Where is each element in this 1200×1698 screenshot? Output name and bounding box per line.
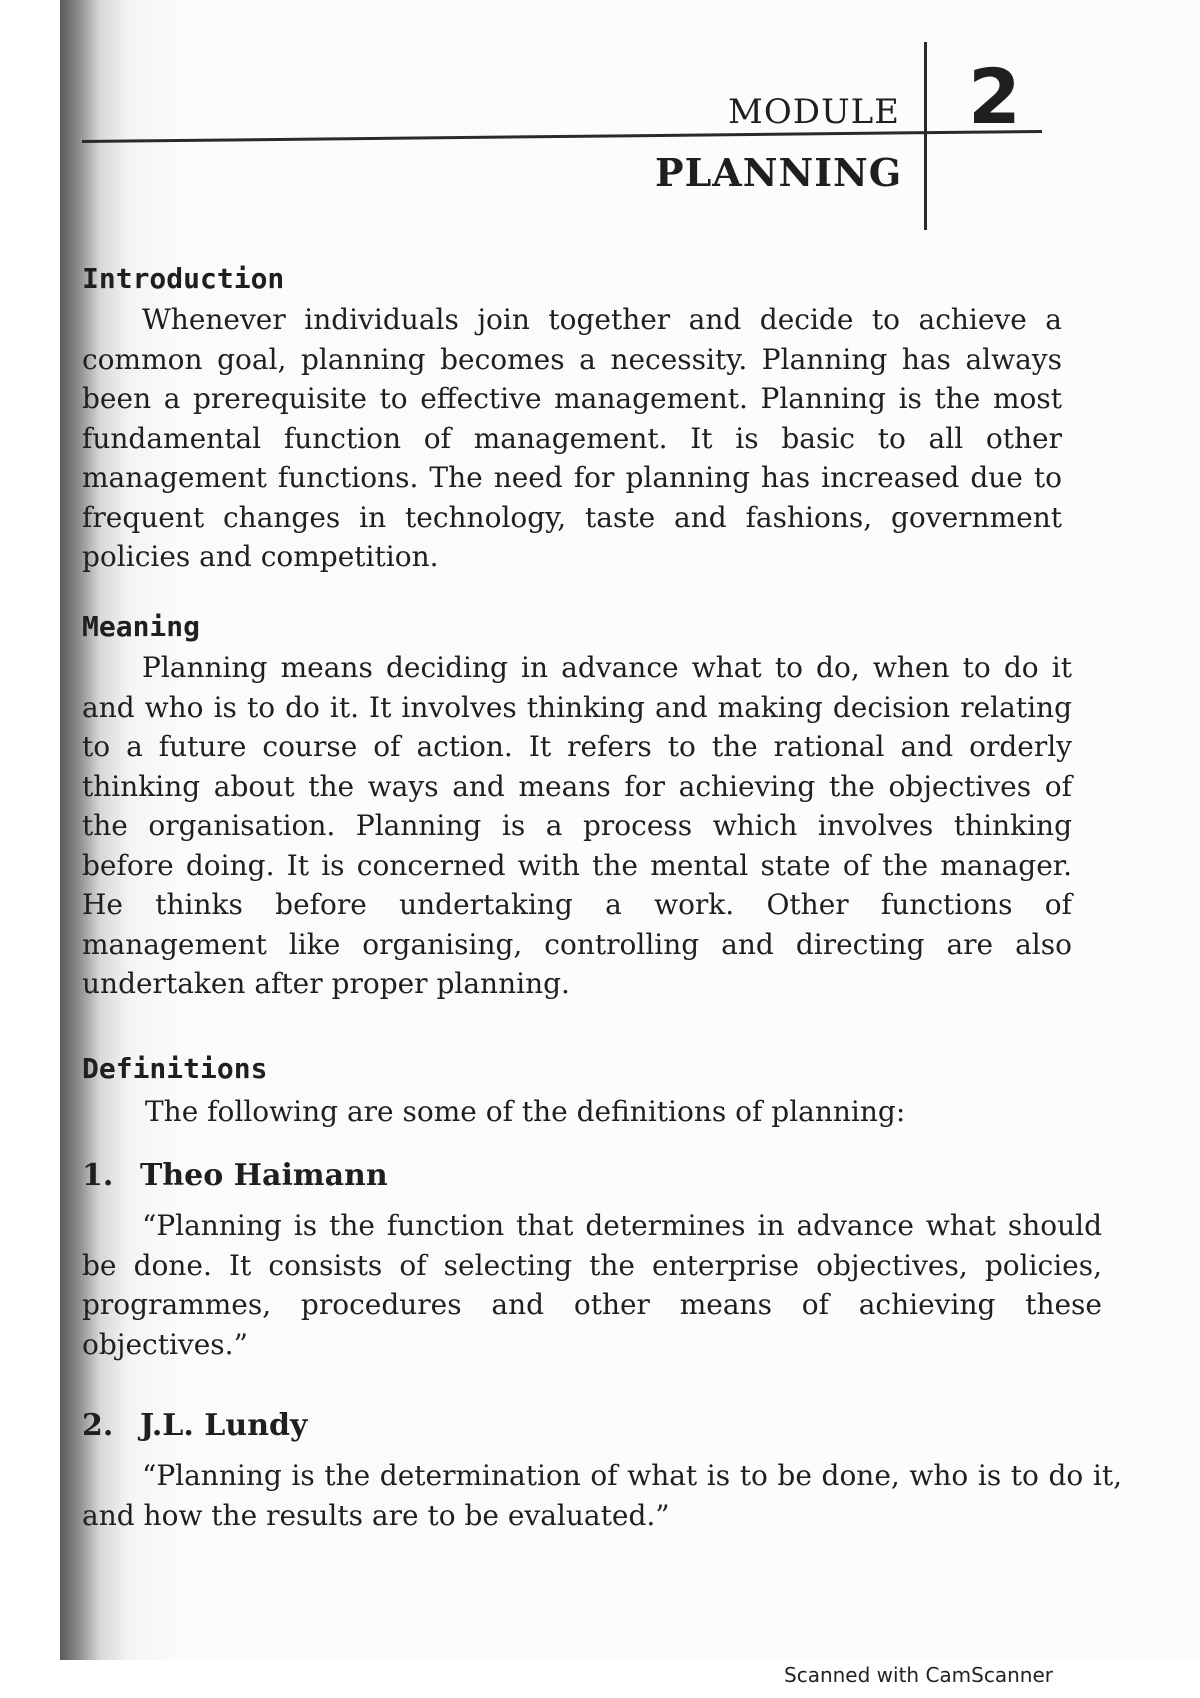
definition-item-1-quote: “Planning is the function that determines in advance what should be done. It consists of selecting the enterprise objectives, policies, programmes, procedures and other means of achieving these objectives.”	[82, 1209, 1102, 1361]
introduction-heading: Introduction	[82, 262, 285, 295]
module-number: 2	[968, 52, 1021, 141]
definition-item-2-number: 2.	[82, 1408, 114, 1443]
scanner-stamp: Scanned with CamScanner	[784, 1663, 1053, 1687]
definition-item-1-number: 1.	[82, 1158, 114, 1193]
meaning-heading: Meaning	[82, 610, 201, 643]
definition-item-2-name: J.L. Lundy	[140, 1408, 308, 1443]
definition-item-1-title	[82, 1158, 388, 1193]
header-vertical-rule	[924, 42, 927, 230]
module-label: MODULE	[728, 92, 900, 132]
definition-item-2-title	[82, 1408, 307, 1443]
definitions-heading: Definitions	[82, 1052, 268, 1085]
definition-item-2-quote: “Planning is the determination of what is to be done, who is to do it, and how the results are to be evaluated.”	[82, 1459, 1122, 1532]
chapter-title: PLANNING	[655, 150, 903, 195]
meaning-text: Planning means deciding in advance what to do, when to do it and who is to do it. It involves thinking and making decision relating to a future course of action. It refers to the rational and orderly thinking about the ways and means for achieving the objectives of the organisation. Planning is a process which involves thinking before doing. It is concerned with the mental state of the manager. He thinks before undertaking a work. Other functions of management like organising, controlling and directing are also undertaken after proper planning.	[82, 651, 1072, 1000]
introduction-text: Whenever individuals join together and decide to achieve a common goal, planning becomes a necessity. Planning has always been a prerequisite to effective management. Planning is the most fundamental function of management. It is basic to all other management functions. The need for planning has increased due to frequent changes in technology, taste and fashions, government policies and competition.	[82, 303, 1062, 573]
definition-item-1-name: Theo Haimann	[140, 1158, 388, 1193]
definitions-intro: The following are some of the definitions of planning:	[145, 1095, 906, 1128]
